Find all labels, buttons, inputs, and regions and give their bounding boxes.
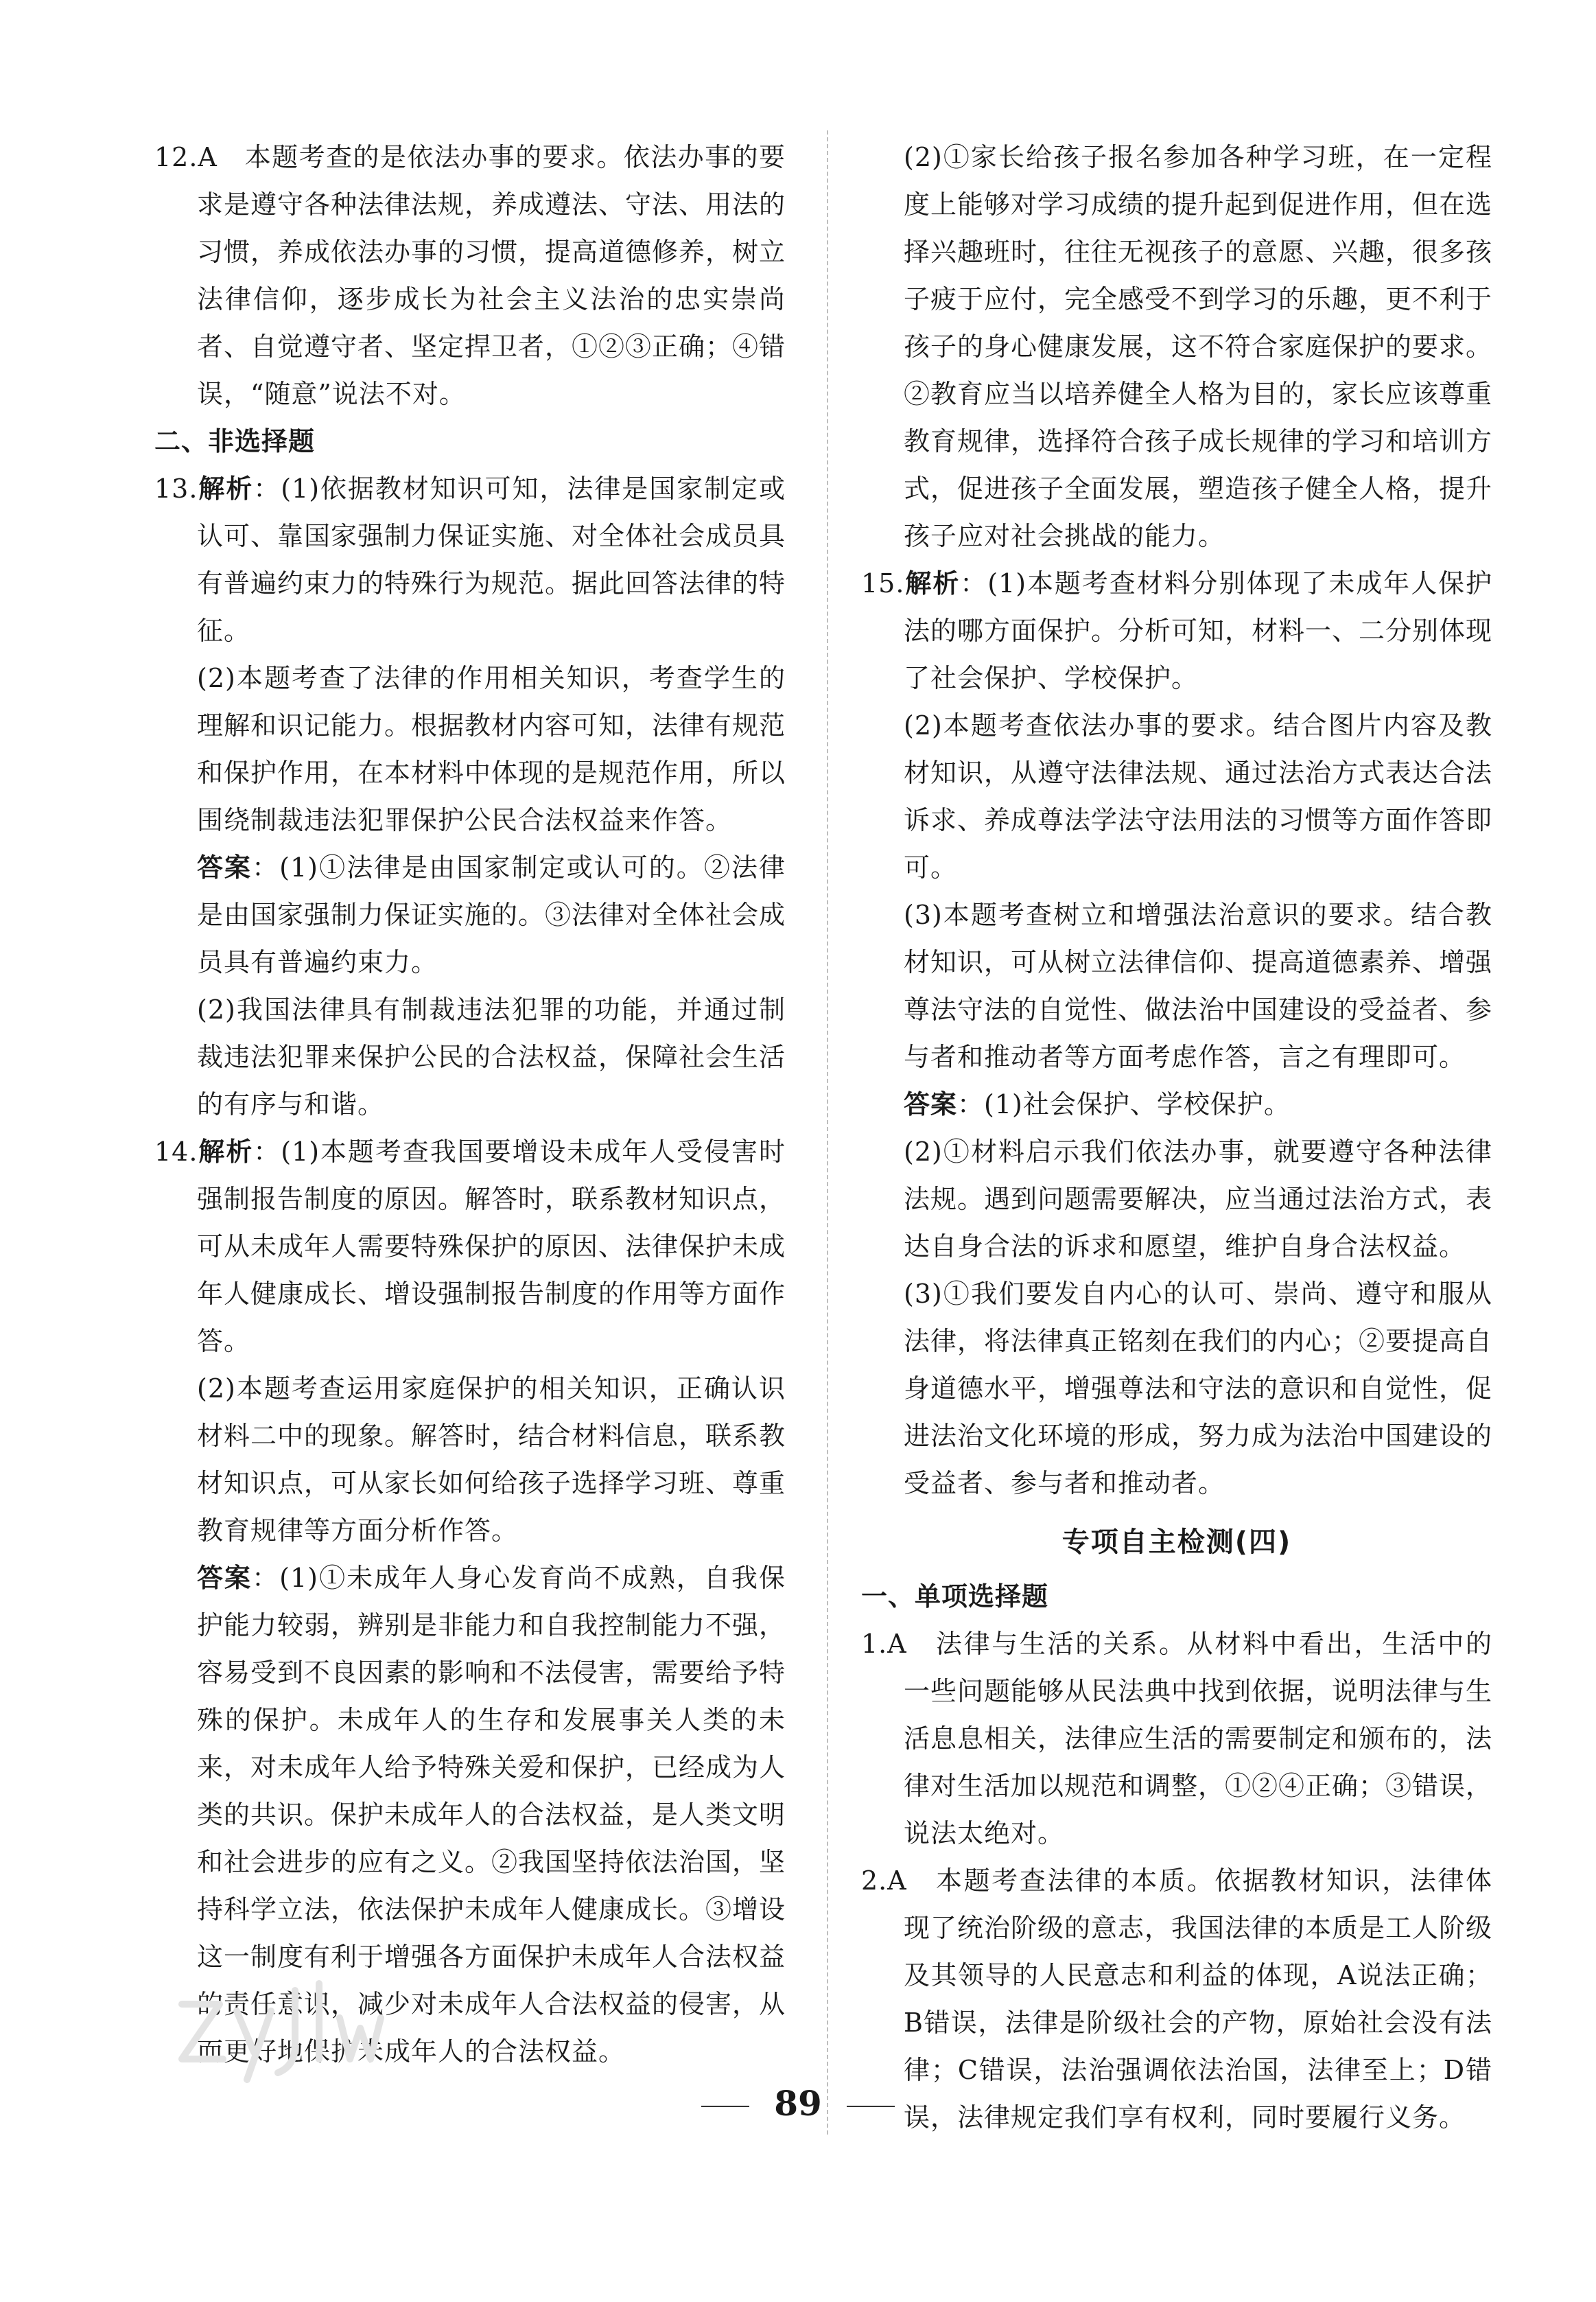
item-number: 15. [861,568,905,598]
page-number-footer [0,2083,1596,2124]
item-text: ：(1)①未成年人身心发育尚不成熟，自我保护能力较弱，辨别是非能力和自我控制能力不强，容易受到不良因素的影响和不法侵害，需要给予特殊的保护。未成年人的生存和发展事关人类的未来，对未成年人给予特殊关爱和保护，已经成为人类的共识。保护未成年人的合法权益，是人类文明和社会进步的应有之义。②我国坚持依法治国，坚持科学立法，依法保护未成年人健康成长。③增设这一制度有利于增强各方面保护未成年人合法权益的责任意识，减少对未成年人合法权益的侵害，从而更好地保护未成年人的合法权益。 [197,1563,786,2067]
item-text: ：(1)本题考查材料分别体现了未成年人保护法的哪方面保护。分析可知，材料一、二分别体现了社会保护、学校保护。 [904,568,1493,693]
section-title: 专项自主检测(四) [1061,1526,1292,1558]
item-text: ：(1)社会保护、学校保护。 [957,1089,1291,1119]
watermark-logo-icon [172,1963,391,2086]
item-text: ：(1)①法律是由国家制定或认可的。②法律是由国家强制力保证实施的。③法律对全体社会成员具有普遍约束力。 [197,852,786,977]
column-divider [827,130,828,2135]
item-number: 14. [154,1137,198,1167]
answer-paragraph [154,844,786,986]
section-heading: 二、非选择题 [154,426,316,456]
answer-label: 答案 [197,1563,253,1593]
item-number: 13. [154,474,198,504]
footer-dash-right [847,2106,895,2107]
answer-item: 12.A 本题考查的是依法办事的要求。依法办事的要求是遵守各种法律法规，养成遵法、守法、用法的习惯，养成依法办事的习惯，提高道德修养，树立法律信仰，逐步成长为社会主义法治的忠实崇尚者、自觉遵守者、坚定捍卫者，①②③正确；④错误，“随意”说法不对。 [154,142,786,409]
left-column [154,134,786,2076]
answer-label: 答案 [197,852,253,883]
answer-item [154,1128,786,1365]
item-text: ：(1)本题考查我国要增设未成年人受侵害时强制报告制度的原因。解答时，联系教材知识点，可从未成年人需要特殊保护的原因、法律保护未成年人健康成长、增设强制报告制度的作用等方面作答。 [197,1137,786,1356]
item-text: ：(1)依据教材知识可知，法律是国家制定或认可、靠国家强制力保证实施、对全体社会成员具有普遍约束力的特殊行为规范。据此回答法律的特征。 [197,474,786,646]
analysis-label: 解析 [904,568,961,598]
page-number: 89 [774,2083,822,2124]
analysis-label: 解析 [198,474,254,504]
answer-paragraph: (2)本题考查依法办事的要求。结合图片内容及教材知识，从遵守法律法规、通过法治方式表达合法诉求、养成尊法学法守法用法的习惯等方面作答即可。 [904,710,1493,883]
answer-item: 1.A 法律与生活的关系。从材料中看出，生活中的一些问题能够从民法典中找到依据，说明法律与生活息息相关，法律应生活的需要制定和颁布的，法律对生活加以规范和调整，①②④正确；③错误，说法太绝对。 [861,1629,1493,1848]
answer-paragraph: (2)①材料启示我们依法办事，就要遵守各种法律法规。遇到问题需要解决，应当通过法治方式，表达自身合法的诉求和愿望，维护自身合法权益。 [904,1137,1493,1262]
answer-paragraph: (2)①家长给孩子报名参加各种学习班，在一定程度上能够对学习成绩的提升起到促进作用，但在选择兴趣班时，往往无视孩子的意愿、兴趣，很多孩子疲于应付，完全感受不到学习的乐趣，更不利于孩子的身心健康发展，这不符合家庭保护的要求。②教育应当以培养健全人格为目的，家长应该尊重教育规律，选择符合孩子成长规律的学习和培训方式，促进孩子全面发展，塑造孩子健全人格，提升孩子应对社会挑战的能力。 [904,142,1493,551]
answer-paragraph: (2)本题考查了法律的作用相关知识，考查学生的理解和识记能力。根据教材内容可知，法律有规范和保护作用，在本材料中体现的是规范作用，所以围绕制裁违法犯罪保护公民合法权益来作答。 [197,663,786,835]
right-column [861,134,1492,2141]
answer-paragraph: (3)本题考查树立和增强法治意识的要求。结合教材知识，可从树立法律信仰、提高道德素养、增强尊法守法的自觉性、做法治中国建设的受益者、参与者和推动者等方面考虑作答，言之有理即可。 [904,900,1493,1072]
answer-paragraph: (2)本题考查运用家庭保护的相关知识，正确认识材料二中的现象。解答时，结合材料信息，联系教材知识点，可从家长如何给孩子选择学习班、尊重教育规律等方面分析作答。 [197,1373,786,1546]
analysis-label: 解析 [198,1137,254,1167]
answer-item [861,560,1492,702]
answer-paragraph: (3)①我们要发自内心的认可、崇尚、遵守和服从法律，将法律真正铭刻在我们的内心；②要提高自身道德水平，增强尊法和守法的意识和自觉性，促进法治文化环境的形成，努力成为法治中国建设的受益者、参与者和推动者。 [904,1279,1493,1498]
answer-label: 答案 [904,1089,958,1119]
answer-item [154,465,786,655]
answer-item: 2.A 本题考查法律的本质。依据教材知识，法律体现了统治阶级的意志，我国法律的本质是工人阶级及其领导的人民意志和利益的体现，A说法正确；B错误，法律是阶级社会的产物，原始社会没有法律；C错误，法治强调依法治国，法律至上；D错误，法律规定我们享有权利，同时要履行义务。 [861,1865,1493,2132]
answer-paragraph: (2)我国法律具有制裁违法犯罪的功能，并通过制裁违法犯罪来保护公民的合法权益，保障社会生活的有序与和谐。 [197,995,786,1119]
section-heading: 一、单项选择题 [861,1581,1049,1612]
footer-dash-left [701,2106,749,2107]
answer-paragraph [861,1081,1492,1128]
